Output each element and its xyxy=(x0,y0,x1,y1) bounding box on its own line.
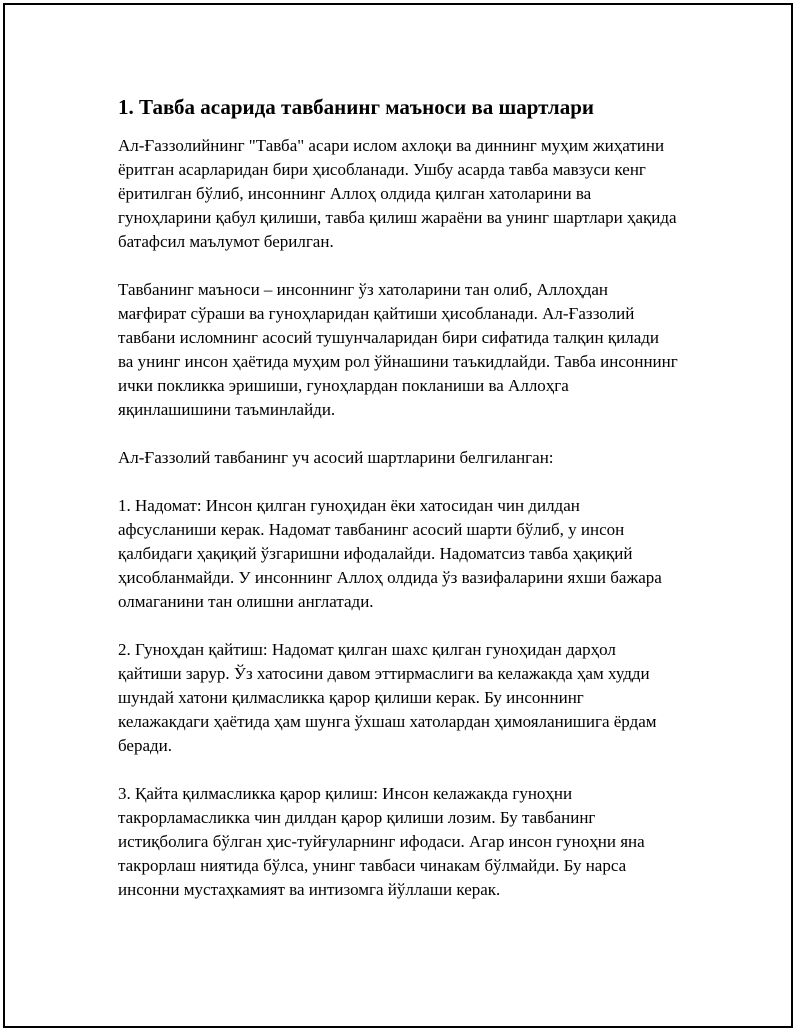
paragraph-condition-2: 2. Гуноҳдан қайтиш: Надомат қилган шахс қилган гуноҳидан дарҳол қайтиши зарур. Ўз хатосини давом эттирмаслиги ва келажакда ҳам худди шундай хатони қилмасликка қарор қилиши керак. Бу инсоннинг келажакдаги ҳаётида ҳам шунга ўхшаш хатолардан ҳимояланишига ёрдам беради. xyxy=(118,640,657,755)
paragraph-condition-3: 3. Қайта қилмасликка қарор қилиш: Инсон келажакда гуноҳни такрорламасликка чин дилдан қарор қилиши лозим. Бу тавбанинг истиқболига бўлган ҳис-туйғуларнинг ифодаси. Агар инсон гуноҳни яна такрорлаш ниятида бўлса, унинг тавбаси чинакам бўлмайди. Бу нарса инсонни мустаҳкамият ва интизомга йўллаши керак. xyxy=(118,784,645,899)
paragraph-meaning: Тавбанинг маъноси – инсоннинг ўз хатоларини тан олиб, Аллоҳдан мағфират сўраши ва гуноҳларидан қайтиши ҳисобланади. Ал-Ғаззолий тавбани исломнинг асосий тушунчаларидан бири сифатида талқин қилади ва унинг инсон ҳаётида муҳим рол ўйнашини таъкидлайди. Тавба инсоннинг ички покликка эришиши, гуноҳлардан покланиши ва Аллоҳга яқинлашишини таъминлайди. xyxy=(118,280,678,419)
section-title: 1. Тавба асарида тавбанинг маъноси ва шартлари xyxy=(118,95,594,119)
paragraph-intro: Ал-Ғаззолийнинг "Тавба" асари ислом ахлоқи ва диннинг муҳим жиҳатини ёритган асарларидан бири ҳисобланади. Ушбу асарда тавба мавзуси кенг ёритилган бўлиб, инсоннинг Аллоҳ олдида қилган хатоларини ва гуноҳларини қабул қилиши, тавба қилиш жараёни ва унинг шартлари ҳақида батафсил маълумот берилган. xyxy=(118,136,677,251)
paragraph-conditions-intro: Ал-Ғаззолий тавбанинг уч асосий шартларини белгиланган: xyxy=(118,448,554,467)
document-body xyxy=(118,92,678,926)
paragraph-condition-1: 1. Надомат: Инсон қилган гуноҳидан ёки хатосидан чин дилдан афсусланиши керак. Надомат тавбанинг асосий шарти бўлиб, у инсон қалбидаги ҳақиқий ўзгаришни ифодалайди. Надоматсиз тавба ҳақиқий ҳисобланмайди. У инсоннинг Аллоҳ олдида ўз вазифаларини яхши бажара олмаганини тан олишни англатади. xyxy=(118,496,662,611)
